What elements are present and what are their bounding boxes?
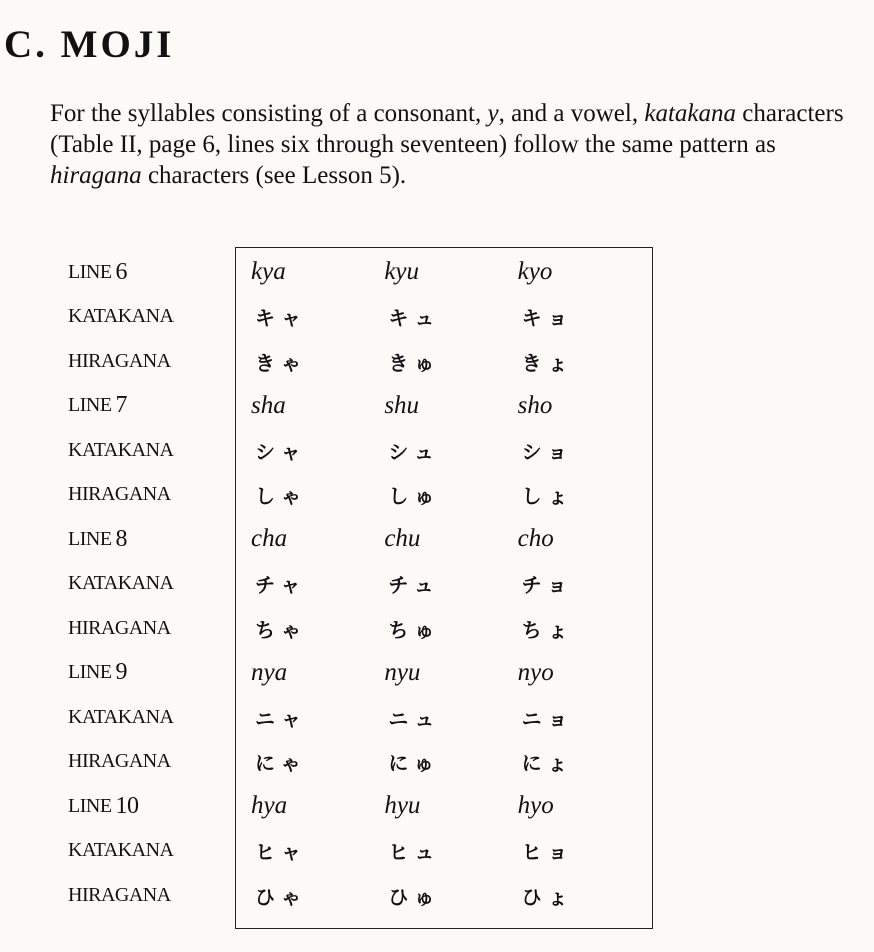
intro-y: y <box>487 100 499 127</box>
kana-cell: チョ <box>521 573 574 598</box>
row-label <box>68 517 228 562</box>
romaji-cell: cho <box>517 525 554 553</box>
row-label-text: KATAKANA <box>68 438 174 461</box>
row-label <box>68 873 228 918</box>
kana-cell: ひゃ <box>255 884 307 909</box>
row-label-text: LINE <box>68 794 112 817</box>
kana-cell: きゃ <box>255 350 307 375</box>
kana-cell: キャ <box>255 306 307 331</box>
intro-text-3: characters (Table II, page 6, lines six through seventeen) follow the same pattern as <box>50 100 844 158</box>
kana-cell: ちょ <box>521 617 574 642</box>
kana-cell: ニャ <box>255 706 307 731</box>
intro-paragraph <box>50 98 865 191</box>
row-label-number: 10 <box>115 792 139 819</box>
romaji-cell: hyu <box>384 792 421 820</box>
kana-cell: にゃ <box>255 751 307 776</box>
row-label-number: 9 <box>115 659 128 686</box>
row-label <box>68 295 228 340</box>
romaji-cell: sho <box>517 391 553 419</box>
row-label-text: HIRAGANA <box>68 349 171 372</box>
row-label-text: LINE <box>68 527 112 550</box>
romaji-cell: sha <box>251 391 286 419</box>
row-label-text: HIRAGANA <box>68 483 171 506</box>
romaji-cell: nya <box>251 658 288 686</box>
romaji-cell: nyo <box>517 658 554 686</box>
row-label <box>68 651 228 696</box>
table-row <box>251 428 651 473</box>
row-labels <box>68 250 228 918</box>
table-row <box>251 339 651 384</box>
kana-cell: ヒャ <box>255 840 307 865</box>
romaji-cell: shu <box>384 391 420 419</box>
table-row <box>251 562 651 607</box>
row-label-text: KATAKANA <box>68 839 174 862</box>
kana-cell: ニョ <box>521 706 574 731</box>
row-label-text: LINE <box>68 661 112 684</box>
row-label-text: HIRAGANA <box>68 750 171 773</box>
kana-cell: にょ <box>521 751 574 776</box>
kana-cell: きゅ <box>388 350 441 375</box>
row-label-number: 8 <box>115 525 128 552</box>
table-row <box>251 740 651 785</box>
table-row <box>251 473 651 518</box>
row-label <box>68 428 228 473</box>
kana-cell: ちゃ <box>255 617 307 642</box>
kana-cell: ひゅ <box>388 884 441 909</box>
syllable-cells <box>251 250 651 918</box>
romaji-cell: nyu <box>384 658 421 686</box>
row-label <box>68 562 228 607</box>
kana-cell: キュ <box>388 306 441 331</box>
table-row <box>251 873 651 918</box>
table-row <box>251 784 651 829</box>
kana-cell: ヒョ <box>521 840 574 865</box>
row-label-text: KATAKANA <box>68 705 174 728</box>
row-label-text: KATAKANA <box>68 572 174 595</box>
romaji-cell: kyo <box>517 258 553 286</box>
table-row <box>251 606 651 651</box>
romaji-cell: hya <box>251 792 288 820</box>
row-label <box>68 384 228 429</box>
row-label-text: KATAKANA <box>68 305 174 328</box>
kana-cell: しょ <box>521 484 574 509</box>
romaji-cell: kya <box>251 258 286 286</box>
table-row <box>251 295 651 340</box>
romaji-cell: hyo <box>517 792 554 820</box>
table-row <box>251 695 651 740</box>
intro-katakana: katakana <box>644 100 736 127</box>
kana-cell: しゅ <box>388 484 441 509</box>
kana-cell: ショ <box>521 439 574 464</box>
row-label <box>68 473 228 518</box>
kana-cell: チュ <box>388 573 440 598</box>
kana-cell: にゅ <box>388 751 440 776</box>
row-label <box>68 784 228 829</box>
table-row <box>251 651 651 696</box>
kana-cell: きょ <box>521 350 574 375</box>
row-label <box>68 250 228 295</box>
row-label <box>68 740 228 785</box>
row-label <box>68 606 228 651</box>
romaji-cell: kyu <box>384 258 420 286</box>
kana-cell: しゃ <box>255 484 307 509</box>
kana-cell: ちゅ <box>388 617 441 642</box>
kana-cell: シュ <box>388 439 440 464</box>
kana-cell: キョ <box>521 306 574 331</box>
intro-text-1: For the syllables consisting of a consonant, <box>50 100 488 127</box>
kana-cell: ニュ <box>388 706 441 731</box>
row-label-text: LINE <box>68 260 112 283</box>
intro-text-2: , and a vowel, <box>498 100 645 127</box>
row-label-number: 6 <box>115 258 128 285</box>
romaji-cell: chu <box>384 525 421 553</box>
syllable-table <box>235 247 653 929</box>
table-row <box>251 829 651 874</box>
table-row <box>251 250 651 295</box>
kana-cell: チャ <box>255 573 307 598</box>
table-row <box>251 384 651 429</box>
row-label-number: 7 <box>115 392 128 419</box>
table-row <box>251 517 651 562</box>
row-label <box>68 339 228 384</box>
row-label <box>68 695 228 740</box>
kana-cell: シャ <box>255 439 307 464</box>
row-label-text: LINE <box>68 394 112 417</box>
row-label-text: HIRAGANA <box>68 616 171 639</box>
kana-cell: ヒュ <box>388 840 441 865</box>
intro-text-4: characters (see Lesson 5). <box>141 162 407 189</box>
section-heading: C. MOJI <box>4 23 175 66</box>
intro-hiragana: hiragana <box>50 162 142 189</box>
row-label-text: HIRAGANA <box>68 883 171 906</box>
romaji-cell: cha <box>251 525 288 553</box>
kana-cell: ひょ <box>521 884 574 909</box>
row-label <box>68 829 228 874</box>
